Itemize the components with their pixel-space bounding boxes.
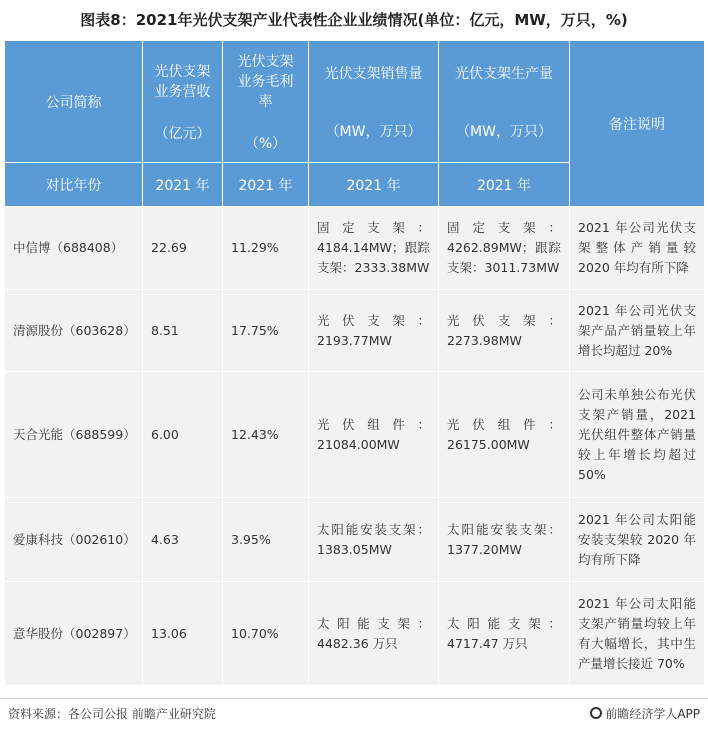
header-notes: 备注说明 [570,41,705,207]
header-year-sales: 2021 年 [309,163,439,207]
header-year-revenue: 2021 年 [143,163,223,207]
sales-cell: 光伏支架：2193.77MW [309,290,439,372]
header-sales-label: 光伏支架销售量 [324,65,423,82]
notes-cell: 2021 年公司光伏支架产品产销量较上年增长均超过 20% [570,290,705,372]
sales-cell: 固定支架：4184.14MW；跟踪支架：2333.38MW [309,207,439,290]
notes-cell: 2021 年公司光伏支架整体产销量较 2020 年均有所下降 [570,207,705,290]
notes-cell: 2021 年公司太阳能安装支架较 2020 年均有所下降 [570,498,705,582]
source-note: 资料来源：各公司公报 前瞻产业研究院 [8,707,216,721]
brand-name: 前瞻经济学人APP [605,707,700,721]
table-row [5,290,705,372]
table-row [5,582,705,686]
header-revenue-unit: （亿元） [154,125,211,142]
output-cell: 太阳能支架：4717.47 万只 [439,582,570,686]
margin-cell: 10.70% [223,582,309,686]
notes-cell: 2021 年公司太阳能支架产销量均较上年有大幅增长，其中生产量增长接近 70% [570,582,705,686]
header-output-label: 光伏支架生产量 [455,65,553,82]
table-row [5,372,705,498]
page-title: 图表8：2021年光伏支架产业代表性企业业绩情况(单位：亿元，MW，万只，%) [80,11,628,29]
company-cell: 爱康科技（002610） [5,498,143,582]
sales-cell: 光伏组件：21084.00MW [309,372,439,498]
notes-cell: 公司未单独公布光伏支架产销量，2021 光伏组件整体产销量较上年增长均超过 50% [570,372,705,498]
output-cell: 光伏组件：26175.00MW [439,372,570,498]
margin-cell: 3.95% [223,498,309,582]
table-row [5,207,705,290]
sales-cell: 太阳能支架：4482.36 万只 [309,582,439,686]
header-output [439,41,570,163]
performance-table [4,40,705,686]
header-sales [309,41,439,163]
revenue-cell: 13.06 [143,582,223,686]
company-cell: 清源股份（603628） [5,290,143,372]
header-margin-unit: （%） [244,135,287,152]
revenue-cell: 8.51 [143,290,223,372]
company-cell: 意华股份（002897） [5,582,143,686]
header-revenue-label: 光伏支架业务营收 [154,63,211,100]
header-year-margin: 2021 年 [223,163,309,207]
header-output-unit: （MW，万只） [456,123,552,140]
header-company: 公司简称 [5,41,143,163]
revenue-cell: 6.00 [143,372,223,498]
output-cell: 太阳能安装支架：1377.20MW [439,498,570,582]
header-compare-year: 对比年份 [5,163,143,207]
brand-credit [590,705,700,722]
margin-cell: 17.75% [223,290,309,372]
output-cell: 固定支架：4262.89MW；跟踪支架：3011.73MW [439,207,570,290]
brand-logo-icon [590,707,602,719]
footer [0,698,708,731]
header-sales-unit: （MW，万只） [325,123,422,140]
header-revenue [143,41,223,163]
sales-cell: 太阳能安装支架：1383.05MW [309,498,439,582]
margin-cell: 12.43% [223,372,309,498]
header-year-output: 2021 年 [439,163,570,207]
header-margin [223,41,309,163]
table-row [5,498,705,582]
output-cell: 光伏支架：2273.98MW [439,290,570,372]
revenue-cell: 4.63 [143,498,223,582]
margin-cell: 11.29% [223,207,309,290]
header-margin-label: 光伏支架业务毛利率 [237,53,294,110]
company-cell: 中信博（688408） [5,207,143,290]
company-cell: 天合光能（688599） [5,372,143,498]
revenue-cell: 22.69 [143,207,223,290]
